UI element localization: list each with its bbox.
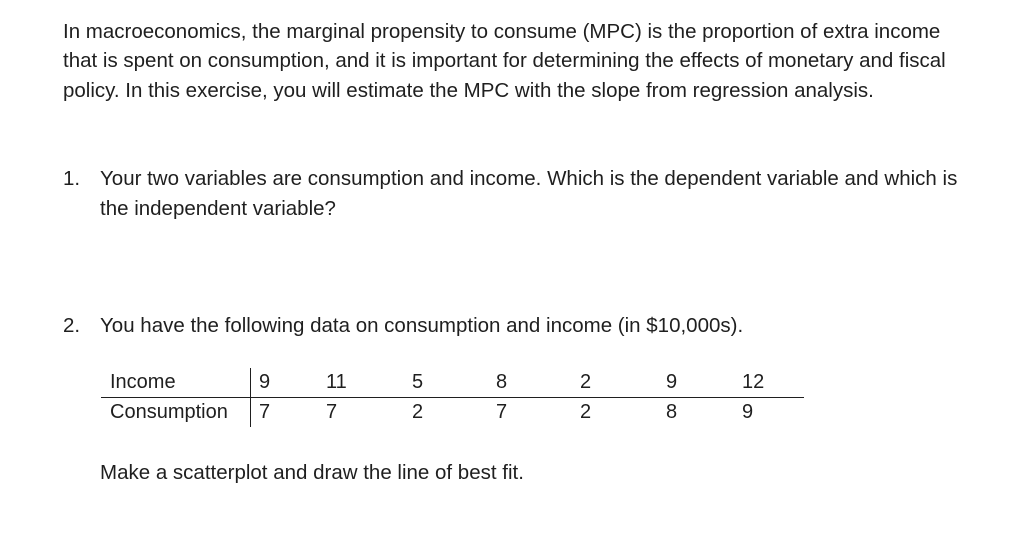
table-cell: 8 xyxy=(666,401,678,423)
table-cell: 9 xyxy=(742,401,754,423)
row-label-income: Income xyxy=(101,368,251,398)
table-row-income xyxy=(101,368,804,398)
scatterplot-instruction: Make a scatterplot and draw the line of best fit. xyxy=(100,461,524,484)
row-label-consumption: Consumption xyxy=(101,398,251,428)
table-cell: 2 xyxy=(412,401,424,423)
table-cell: 2 xyxy=(572,368,658,398)
table-cell: 5 xyxy=(402,368,488,398)
question-2-number: 2. xyxy=(63,314,81,337)
question-1-number: 1. xyxy=(63,167,81,190)
table-cell: 2 xyxy=(580,401,592,423)
question-2-text: You have the following data on consumption and income (in $10,000s). xyxy=(100,314,744,337)
table-cell: 11 xyxy=(322,368,402,398)
data-table xyxy=(101,368,804,427)
table-cell: 7 xyxy=(259,401,271,423)
table-row-consumption xyxy=(101,398,804,428)
table-cell: 8 xyxy=(488,368,572,398)
table-cell: 9 xyxy=(251,368,323,398)
table-cell: 12 xyxy=(736,368,804,398)
table-cell: 7 xyxy=(496,401,508,423)
intro-paragraph: In macroeconomics, the marginal propensity to consume (MPC) is the proportion of extra income that is spent on consumption, and it is important for determining the effects of monetary and fiscal policy. In this exercise, you will estimate the MPC with the slope from regression analysis. xyxy=(63,20,946,102)
table-cell: 9 xyxy=(658,368,736,398)
question-1-text: Your two variables are consumption and income. Which is the dependent variable and which is the independent variable? xyxy=(100,167,958,220)
table-cell: 7 xyxy=(326,401,338,423)
